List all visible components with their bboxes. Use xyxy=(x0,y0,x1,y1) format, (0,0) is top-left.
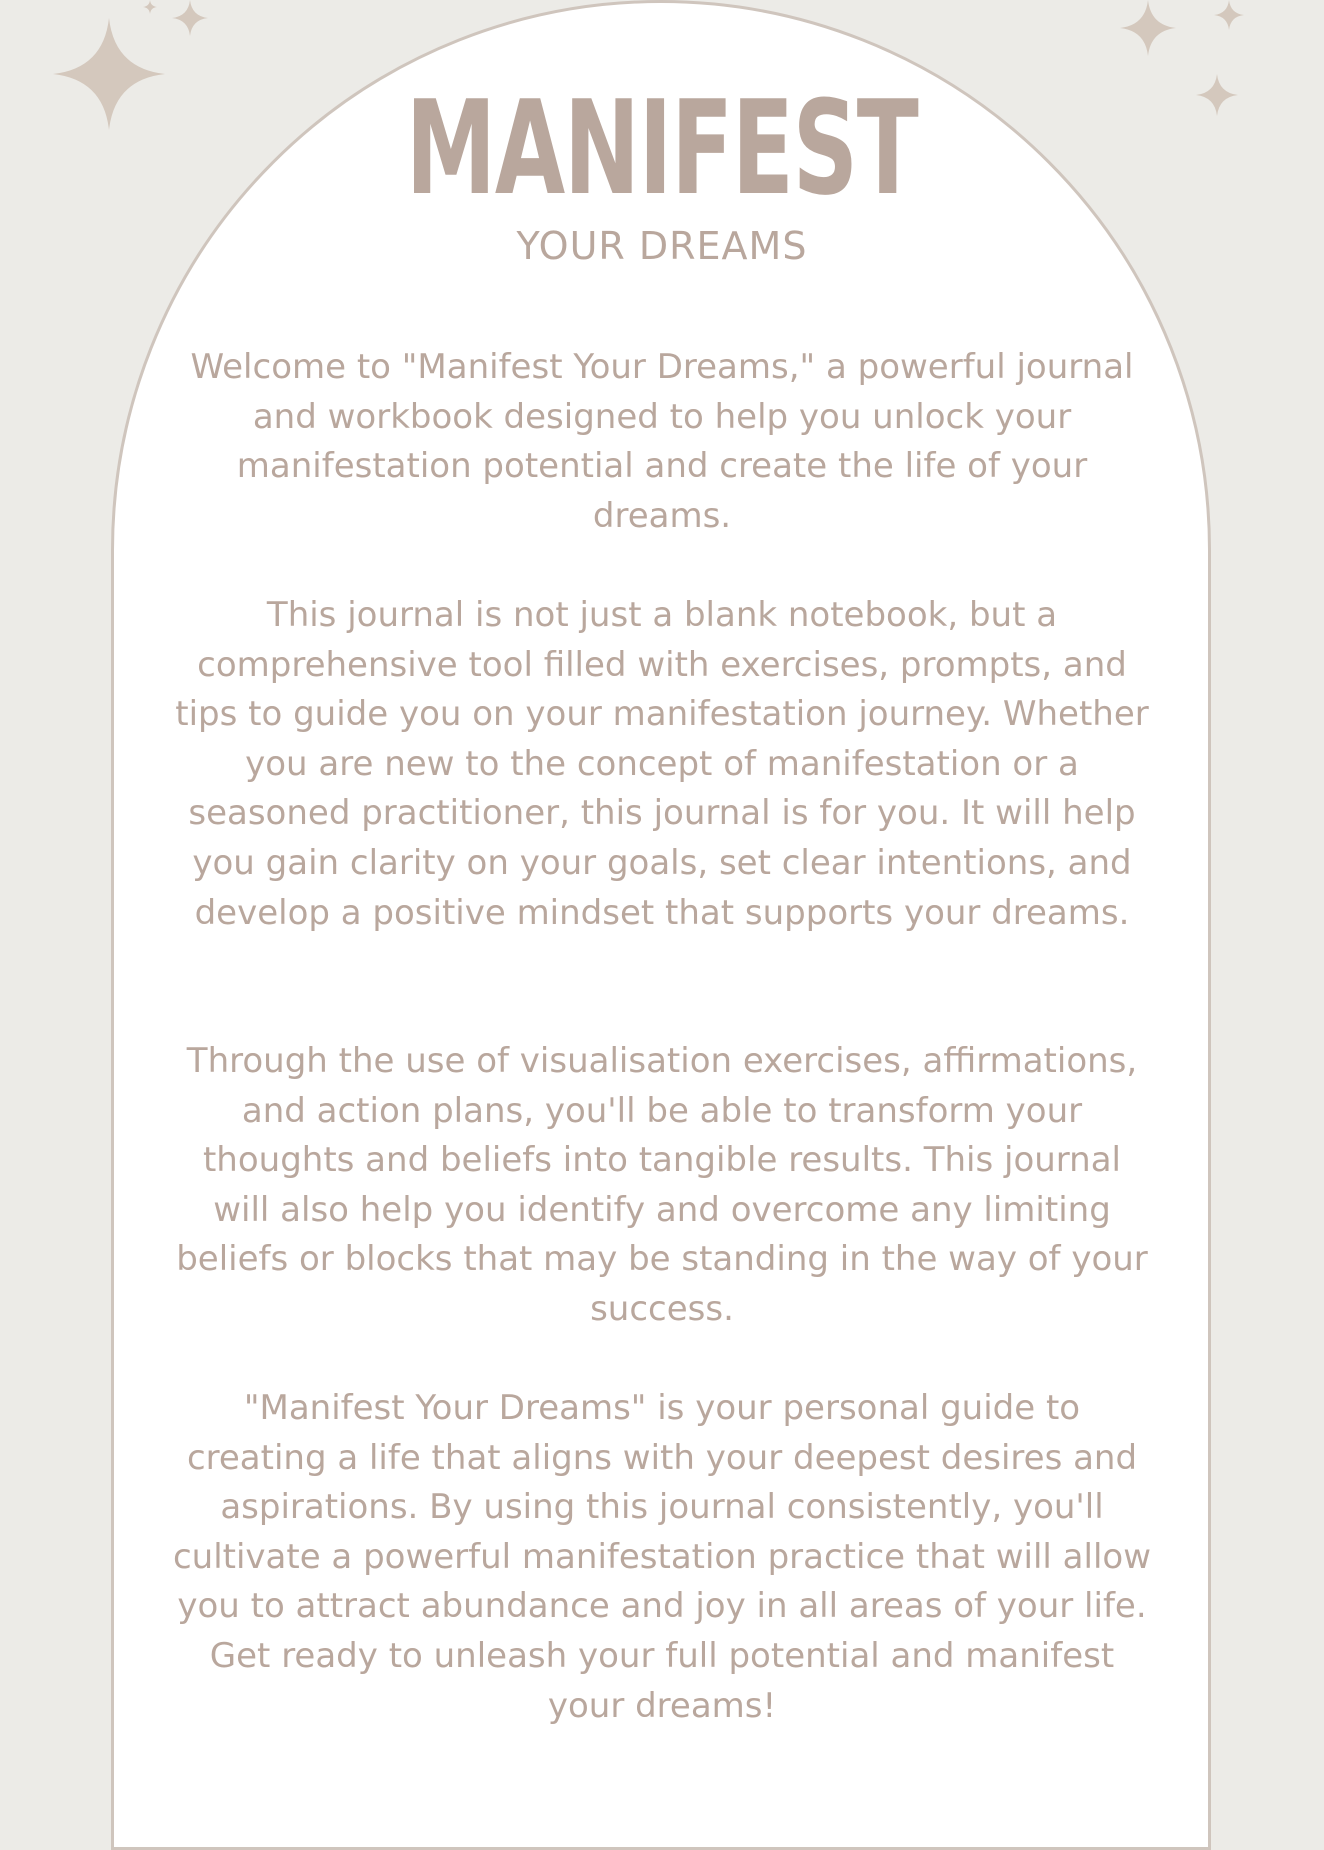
body-paragraph: Through the use of visualisation exercises, affirmations, and action plans, you'll be able to transform your thoughts and beliefs into tangible results. This journal will also help you identify and overcome any limiting beliefs or blocks that may be standing in the way of your success. xyxy=(176,1041,1148,1329)
page-title-text: MANIFEST xyxy=(406,72,918,224)
sparkle-icon xyxy=(1212,0,1246,30)
page-subtitle: YOUR DREAMS xyxy=(516,224,808,268)
sparkle-icon xyxy=(168,0,212,36)
page-title xyxy=(0,72,1324,224)
sparkle-icon xyxy=(140,0,160,14)
closing-paragraph: "Manifest Your Dreams" is your personal guide to creating a life that aligns with your deepest desires and aspirations. By using this journal consistently, you'll cultivate a powerful manifestation practice that will allow you to attract abundance and joy in all areas of your life. Get ready to unleash your full potential and manifest your dreams! xyxy=(172,1388,1152,1726)
sparkle-icon xyxy=(1108,0,1188,56)
intro-paragraph: Welcome to "Manifest Your Dreams," a powerful journal and workbook designed to help you unlock your manifestation potential and create the life of your dreams. xyxy=(190,347,1134,536)
body-paragraph: This journal is not just a blank notebook, but a comprehensive tool filled with exercises, prompts, and tips to guide you on your manifestation journey. Whether you are new to the concept of manifestation or a seasoned practitioner, this journal is for you. It will help you gain clarity on your goals, set clear intentions, and develop a positive mindset that supports your dreams. xyxy=(175,595,1149,933)
